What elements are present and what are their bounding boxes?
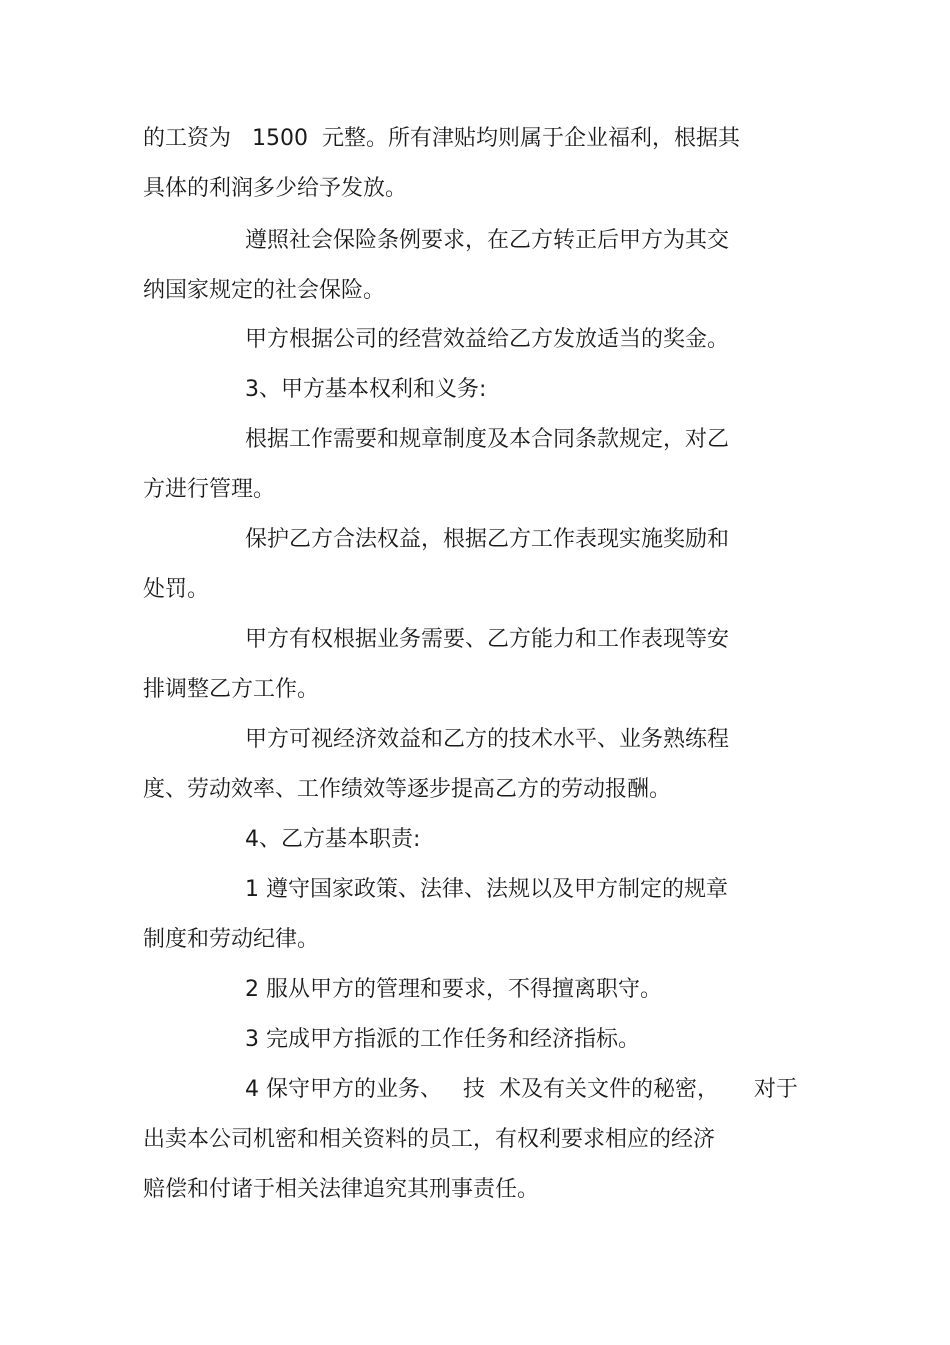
section-heading: 4、乙方基本职责: xyxy=(245,827,421,852)
text-line: 处罚。 xyxy=(143,577,210,602)
text-line: 的工资为 1500 元整。所有津贴均则属于企业福利，根据其 xyxy=(143,126,740,151)
text-line: 出卖本公司机密和相关资料的员工，有权利要求相应的经济 xyxy=(143,1127,716,1152)
text-line: 根据工作需要和规章制度及本合同条款规定，对乙 xyxy=(245,427,730,452)
text-line: 甲方根据公司的经营效益给乙方发放适当的奖金。 xyxy=(245,327,730,352)
text-line: 赔偿和付诸于相关法律追究其刑事责任。 xyxy=(143,1177,540,1202)
text-line: 1 遵守国家政策、法律、法规以及甲方制定的规章 xyxy=(245,877,728,902)
text-line: 甲方可视经济效益和乙方的技术水平、业务熟练程 xyxy=(245,727,730,752)
text-line: 方进行管理。 xyxy=(143,477,276,502)
text-line: 制度和劳动纪律。 xyxy=(143,927,320,952)
text-line: 度、劳动效率、工作绩效等逐步提高乙方的劳动报酬。 xyxy=(143,777,672,802)
text-line: 纳国家规定的社会保险。 xyxy=(143,278,386,303)
text-line: 4 保守甲方的业务、 技 术及有关文件的秘密， 对于 xyxy=(245,1077,798,1102)
text-line: 遵照社会保险条例要求，在乙方转正后甲方为其交 xyxy=(245,228,730,253)
section-heading: 3、甲方基本权利和义务: xyxy=(245,377,487,402)
text-line: 2 服从甲方的管理和要求，不得擅离职守。 xyxy=(245,977,662,1002)
text-line: 3 完成甲方指派的工作任务和经济指标。 xyxy=(245,1027,640,1052)
text-line: 具体的利润多少给予发放。 xyxy=(143,176,408,201)
text-line: 排调整乙方工作。 xyxy=(143,677,320,702)
text-line: 甲方有权根据业务需要、乙方能力和工作表现等安 xyxy=(245,627,730,652)
text-line: 保护乙方合法权益，根据乙方工作表现实施奖励和 xyxy=(245,527,730,552)
